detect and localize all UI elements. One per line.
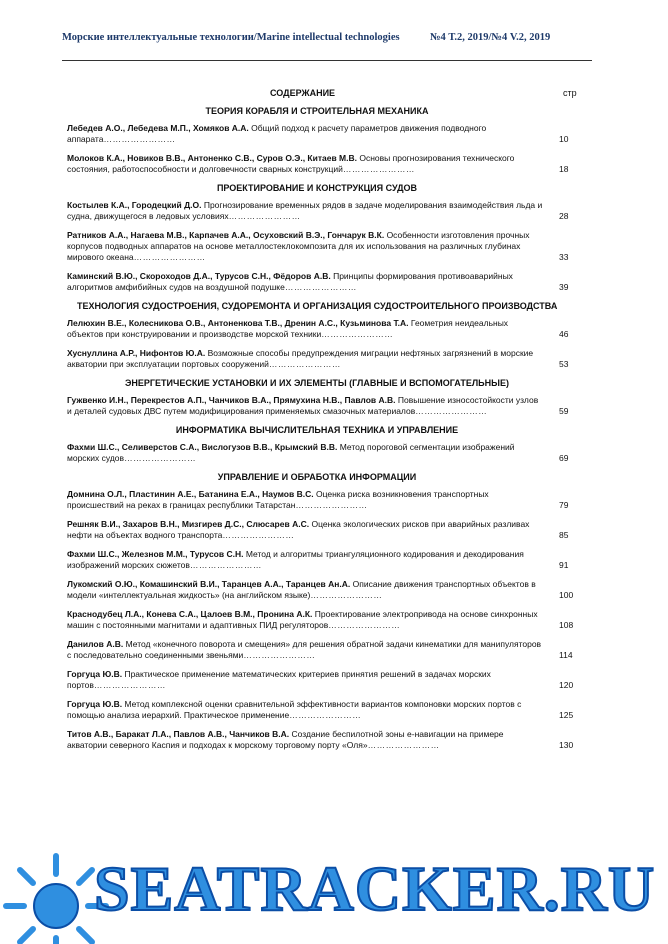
journal-header	[62, 32, 622, 43]
toc-entry[interactable]	[67, 395, 587, 417]
entry-title: Метод и алгоритмы триангуляционного кодирования и декодирования изображений морских сюжетов	[67, 549, 524, 570]
entry-title: Особенности изготовления прочных корпусов подводных аппаратов на основе металлостеклокомпозита для их использования на различных глубинах мирового океана	[67, 230, 530, 262]
toc-entry[interactable]	[67, 699, 587, 721]
entry-authors: Фахми Ш.С., Железнов М.М., Турусов С.Н.	[67, 549, 244, 559]
leader-dots: ……………………	[124, 453, 197, 463]
toc-entry[interactable]	[67, 348, 587, 370]
entry-authors: Гужвенко И.Н., Перекрестов А.П., Чанчиков В.А., Прямухина Н.В., Павлов А.В.	[67, 395, 396, 405]
entry-page-number: 108	[559, 620, 574, 630]
toc-title: СОДЕРЖАНИЕ	[270, 88, 336, 98]
toc-entry[interactable]	[67, 230, 587, 263]
leader-dots: ……………………	[103, 134, 176, 144]
entry-page-number: 39	[559, 282, 569, 292]
leader-dots: ……………………	[243, 650, 316, 660]
entry-title: Практическое применение математических критериев принятия решений в задачах морских портов	[67, 669, 491, 690]
entry-page-number: 114	[559, 650, 573, 660]
entry-title: Описание движения транспортных объектов в модели «интеллектуальная жидкость» (на английском языке)	[67, 579, 536, 600]
leader-dots: ……………………	[284, 282, 357, 292]
watermark-text: SEATRACKER.RU	[94, 853, 656, 924]
entry-authors: Каминский В.Ю., Скороходов Д.А., Турусов С.Н., Фёдоров А.В.	[67, 271, 331, 281]
entry-page-number: 125	[559, 710, 574, 720]
entry-title: Метод «конечного поворота и смещения» для решения обратной задачи кинематики для манипуляторов с последовательно соединенными звеньями	[67, 639, 542, 660]
leader-dots: ……………………	[228, 211, 301, 221]
entry-title: Возможные способы предупреждения миграции нефтяных загрязнений в морские акватории при эксплуатации портовых сооружений	[67, 348, 534, 369]
entry-authors: Горгуца Ю.В.	[67, 669, 123, 679]
entry-title: Оценка риска возникновения транспортных происшествий на реках в границах республики Татарстан	[67, 489, 489, 510]
leader-dots: ……………………	[310, 590, 383, 600]
leader-dots: ……………………	[367, 740, 440, 750]
leader-dots: ……………………	[189, 560, 262, 570]
entry-title: Повышение износостойкости узлов и деталей судовых ДВС путем модифицирования применяемых смазочных материалов	[67, 395, 539, 416]
entry-title: Общий подход к расчету параметров движения подводного аппарата	[67, 123, 487, 144]
entry-authors: Лебедев А.О., Лебедева М.П., Хомяков А.А.	[67, 123, 249, 133]
section-title: ТЕОРИЯ КОРАБЛЯ И СТРОИТЕЛЬНАЯ МЕХАНИКА	[205, 106, 429, 116]
entry-title: Проектирование электропривода на основе синхронных машин с постоянными магнитами и адаптивных ПИД регуляторов	[67, 609, 538, 630]
leader-dots: ……………………	[295, 500, 368, 510]
leader-dots: ……………………	[328, 620, 401, 630]
entry-title: Оценка экологических рисков при аварийных разливах нефти на объектах водного транспорта	[67, 519, 530, 540]
entry-authors: Решняк В.И., Захаров В.Н., Мизгирев Д.С., Слюсарев А.С.	[67, 519, 310, 529]
entry-page-number: 10	[559, 134, 569, 144]
entry-title: Метод пороговой сегментации изображений морских судов	[67, 442, 515, 463]
entry-title: Прогнозирование временных рядов в задаче моделирования взаимодействия льда и судна, движущегося в ледовых условиях	[67, 200, 543, 221]
entry-page-number: 79	[559, 500, 569, 510]
entry-title: Метод комплексной оценки сравнительной эффективности вариантов компоновки морских портов с помощью анализа иерархий. Практическое применение	[67, 699, 522, 720]
entry-page-number: 18	[559, 164, 569, 174]
toc-entry[interactable]	[67, 609, 587, 631]
entry-authors: Костылев К.А., Городецкий Д.О.	[67, 200, 202, 210]
section-title: ИНФОРМАТИКА ВЫЧИСЛИТЕЛЬНАЯ ТЕХНИКА И УПРАВЛЕНИЕ	[175, 425, 459, 435]
entry-authors: Горгуца Ю.В.	[67, 699, 123, 709]
toc-entry[interactable]	[67, 153, 587, 175]
entry-page-number: 59	[559, 406, 569, 416]
entry-title: Геометрия неидеальных объектов при конструировании и производстве морской техники	[67, 318, 509, 339]
entry-page-number: 53	[559, 359, 569, 369]
toc-entry[interactable]	[67, 579, 587, 601]
toc-entry[interactable]	[67, 318, 587, 340]
entry-authors: Молоков К.А., Новиков В.В., Антоненко С.В., Суров О.Э., Китаев М.В.	[67, 153, 357, 163]
entry-page-number: 33	[559, 252, 569, 262]
leader-dots: ……………………	[93, 680, 166, 690]
entry-page-number: 69	[559, 453, 569, 463]
section-title: УПРАВЛЕНИЕ И ОБРАБОТКА ИНФОРМАЦИИ	[217, 472, 417, 482]
entry-authors: Лелюхин В.Е., Колесникова О.В., Антоненкова Т.В., Дренин А.С., Кузьминова Т.А.	[67, 318, 409, 328]
table-of-contents	[67, 106, 587, 759]
toc-entry[interactable]	[67, 519, 587, 541]
entry-authors: Данилов А.В.	[67, 639, 124, 649]
toc-entry[interactable]	[67, 729, 587, 751]
entry-authors: Краснодубец Л.А., Конева С.А., Цалоев В.М., Пронина А.К.	[67, 609, 313, 619]
toc-entry[interactable]	[67, 200, 587, 222]
sun-logo-icon	[6, 856, 106, 944]
toc-entry[interactable]	[67, 639, 587, 661]
entry-authors: Хуснуллина А.Р., Нифонтов Ю.А.	[67, 348, 206, 358]
journal-title: Морские интеллектуальные технологии/Marine intellectual technologies	[62, 32, 400, 43]
leader-dots: ……………………	[289, 710, 362, 720]
header-divider	[62, 60, 592, 61]
entry-page-number: 85	[559, 530, 569, 540]
entry-authors: Ратников А.А., Нагаева М.В., Карпачев А.А., Осуховский В.Э., Гончарук В.К.	[67, 230, 385, 240]
leader-dots: ……………………	[268, 359, 341, 369]
leader-dots: ……………………	[342, 164, 415, 174]
leader-dots: ……………………	[133, 252, 206, 262]
entry-authors: Домнина О.Л., Пластинин А.Е., Батанина Е.А., Наумов В.С.	[67, 489, 314, 499]
toc-entry[interactable]	[67, 489, 587, 511]
entry-authors: Лукомский О.Ю., Комашинский В.И., Таранцев А.А., Таранцев Ан.А.	[67, 579, 351, 589]
leader-dots: ……………………	[415, 406, 488, 416]
entry-authors: Фахми Ш.С., Селиверстов С.А., Вислогузов В.В., Крымский В.В.	[67, 442, 338, 452]
entry-title: Основы прогнозирования технического состояния, работоспособности и долговечности сварных конструкций	[67, 153, 515, 174]
section-title: ПРОЕКТИРОВАНИЕ И КОНСТРУКЦИЯ СУДОВ	[216, 183, 418, 193]
entry-page-number: 91	[559, 560, 569, 570]
toc-entry[interactable]	[67, 549, 587, 571]
entry-authors: Титов А.В., Баракат Л.А., Павлов А.В., Чанчиков В.А.	[67, 729, 290, 739]
page-column-label: стр	[563, 88, 577, 98]
entry-page-number: 28	[559, 211, 569, 221]
entry-page-number: 100	[559, 590, 574, 600]
toc-entry[interactable]	[67, 669, 587, 691]
entry-title: Создание беспилотной зоны е-навигации на примере акватории северного Каспия и подходах к морскому торговому порту «Оля»	[67, 729, 504, 750]
section-title: ЭНЕРГЕТИЧЕСКИЕ УСТАНОВКИ И ИХ ЭЛЕМЕНТЫ (ГЛАВНЫЕ И ВСПОМОГАТЕЛЬНЫЕ)	[125, 378, 509, 388]
toc-entry[interactable]	[67, 442, 587, 464]
leader-dots: ……………………	[222, 530, 295, 540]
toc-entry[interactable]	[67, 123, 587, 145]
toc-entry[interactable]	[67, 271, 587, 293]
entry-page-number: 46	[559, 329, 569, 339]
entry-page-number: 120	[559, 680, 574, 690]
leader-dots: ……………………	[321, 329, 394, 339]
entry-page-number: 130	[559, 740, 574, 750]
issue-number: №4 Т.2, 2019/№4 V.2, 2019	[430, 32, 551, 43]
section-title: ТЕХНОЛОГИЯ СУДОСТРОЕНИЯ, СУДОРЕМОНТА И ОРГАНИЗАЦИЯ СУДОСТРОИТЕЛЬНОГО ПРОИЗВОДСТВА	[77, 301, 558, 311]
entry-title: Принципы формирования противоаварийных алгоритмов амфибийных судов на воздушной подушке	[67, 271, 513, 292]
